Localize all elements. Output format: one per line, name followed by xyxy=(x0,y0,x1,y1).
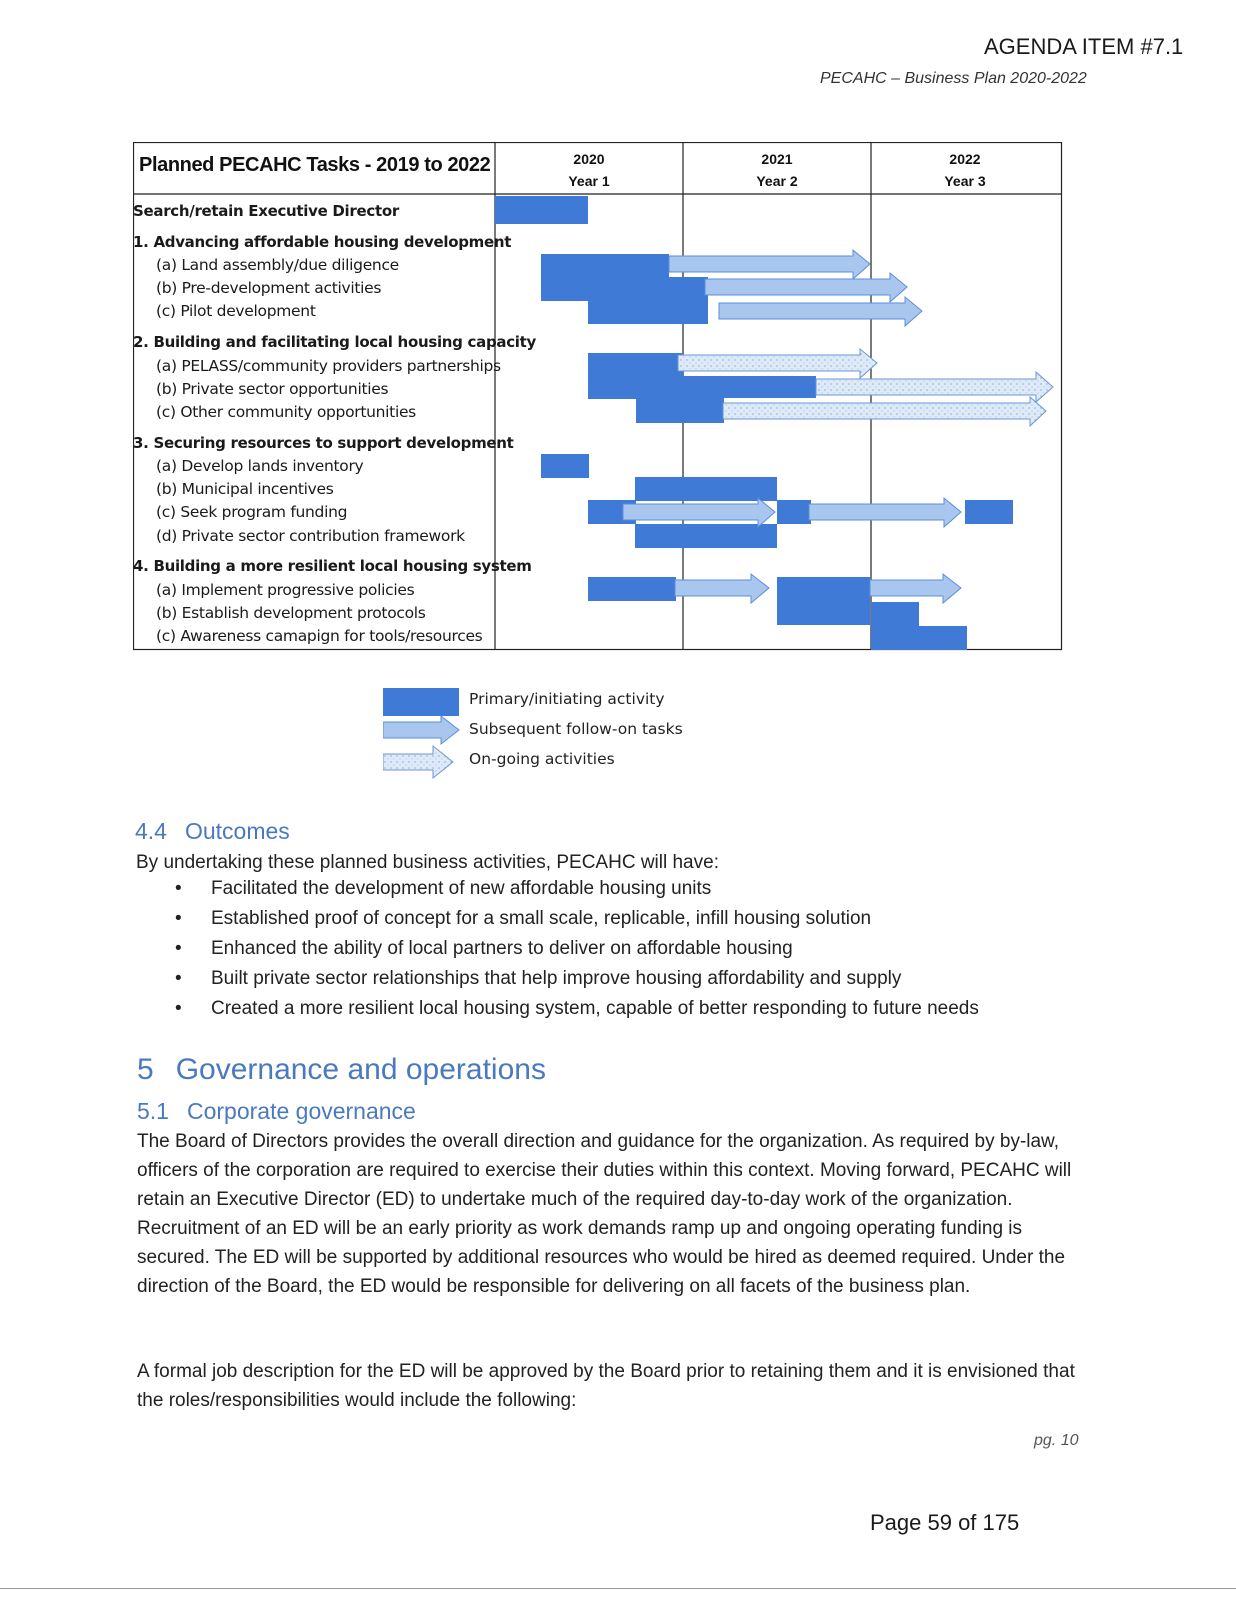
list-item: • Established proof of concept for a small scale, replicable, infill housing solution xyxy=(175,908,979,938)
section-heading-4-4 xyxy=(135,818,290,845)
bar-search-ed xyxy=(495,196,588,224)
task-label: 4. Building a more resilient local housing system xyxy=(133,557,532,575)
task-label: (c) Pilot development xyxy=(156,302,316,320)
section-title: Corporate governance xyxy=(186,1098,416,1124)
bottom-rule xyxy=(0,1588,1236,1589)
year2-number: 2021 xyxy=(761,151,793,167)
section-number: 5.1 xyxy=(137,1098,169,1124)
bar-3c-2021-primary xyxy=(777,500,811,524)
task-label: (b) Pre-development activities xyxy=(156,279,382,297)
section-title: Governance and operations xyxy=(175,1053,546,1086)
section-number: 4.4 xyxy=(135,818,167,844)
year3-number: 2022 xyxy=(949,151,981,167)
year2-header xyxy=(682,148,872,192)
legend-follow-on-swatch xyxy=(383,716,459,744)
task-label: (a) Implement progressive policies xyxy=(156,581,415,599)
list-item: • Enhanced the ability of local partners to deliver on affordable housing xyxy=(175,938,979,968)
bar-1c-primary xyxy=(588,301,708,323)
section-title: Outcomes xyxy=(184,818,290,844)
task-label: (c) Seek program funding xyxy=(156,503,348,521)
section-heading-5-1 xyxy=(137,1098,416,1125)
agenda-item-header: AGENDA ITEM #7.1 xyxy=(984,34,1184,59)
legend-swatches xyxy=(383,688,469,784)
task-label: (a) PELASS/community providers partnerships xyxy=(156,357,501,375)
section-heading-5 xyxy=(137,1053,546,1087)
task-label: (a) Land assembly/due diligence xyxy=(156,256,399,274)
year1-label: Year 1 xyxy=(568,173,610,189)
task-label: (b) Private sector opportunities xyxy=(156,380,389,398)
task-label: (d) Private sector contribution framework xyxy=(156,527,465,545)
legend-ongoing-swatch xyxy=(383,746,453,778)
year3-label: Year 3 xyxy=(944,173,986,189)
legend-primary-label: Primary/initiating activity xyxy=(469,690,665,708)
arrow-2b-ongoing xyxy=(816,372,1053,402)
list-item: • Built private sector relationships that help improve housing affordability and supply xyxy=(175,968,979,998)
year1-number: 2020 xyxy=(573,151,605,167)
bar-4b-primary xyxy=(777,577,870,625)
section-number: 5 xyxy=(137,1053,154,1086)
year3-header xyxy=(870,148,1060,192)
bar-4c-primary-b xyxy=(919,626,967,650)
outcomes-list xyxy=(175,878,979,1028)
job-description-paragraph: A formal job description for the ED will be approved by the Board prior to retaining them and it is envisioned that the roles/responsibilities would include the following: xyxy=(137,1361,1075,1411)
task-label: (b) Establish development protocols xyxy=(156,604,426,622)
arrow-3c-b xyxy=(809,498,961,527)
bar-4a-primary xyxy=(588,577,676,601)
arrow-2a-ongoing xyxy=(678,349,877,378)
bar-3d-primary xyxy=(635,524,777,548)
arrow-1b xyxy=(705,273,907,302)
task-label: (a) Develop lands inventory xyxy=(156,457,364,475)
bar-4c-primary-a xyxy=(871,602,919,650)
legend-ongoing-label: On-going activities xyxy=(469,750,615,768)
task-label: (b) Municipal incentives xyxy=(156,480,334,498)
bar-3b-primary xyxy=(635,477,777,501)
task-label: 3. Securing resources to support development xyxy=(133,434,514,452)
bar-3c-2022-primary xyxy=(965,500,1013,524)
task-label: 2. Building and facilitating local housing capacity xyxy=(133,333,536,351)
bar-2c-primary xyxy=(636,398,724,423)
governance-paragraph: The Board of Directors provides the overall direction and guidance for the organization. As required by by-law, officers of the corporation are required to exercise their duties within this context. Moving forward, PECAHC will retain an Executive Director (ED) to undertake much of the required day-to-day work of the organization. Recruitment of an ED will be an early priority as work demands ramp up and ongoing operating funding is secured. The ED will be supported by additional resources who would be hired as deemed required. Under the direction of the Board, the ED would be responsible for delivering on all facets of the business plan. xyxy=(137,1131,1072,1297)
task-label: (c) Other community opportunities xyxy=(156,403,416,421)
gantt-legend xyxy=(383,688,713,784)
arrow-1c xyxy=(719,297,922,326)
agenda-page-counter: Page 59 of 175 xyxy=(870,1510,1020,1535)
arrow-4b xyxy=(870,574,961,603)
bar-3a-primary xyxy=(541,454,589,478)
gantt-title: Planned PECAHC Tasks - 2019 to 2022 xyxy=(139,154,491,176)
business-plan-subtitle: PECAHC – Business Plan 2020-2022 xyxy=(820,70,1087,87)
document-page-number: pg. 10 xyxy=(1034,1432,1079,1449)
arrow-2c-ongoing xyxy=(723,397,1046,426)
task-label: (c) Awareness camapign for tools/resources xyxy=(156,627,483,645)
legend-follow-on-label: Subsequent follow-on tasks xyxy=(469,720,683,738)
task-label: 1. Advancing affordable housing development xyxy=(133,233,512,251)
arrow-4a xyxy=(675,574,769,603)
year1-header xyxy=(494,148,684,192)
arrow-3c-a xyxy=(623,498,775,527)
year2-label: Year 2 xyxy=(756,173,798,189)
outcomes-intro: By undertaking these planned business activities, PECAHC will have: xyxy=(136,852,719,873)
arrow-1a xyxy=(669,250,870,279)
legend-primary-swatch xyxy=(383,688,459,716)
gantt-table xyxy=(133,142,1082,662)
task-label: Search/retain Executive Director xyxy=(133,202,399,220)
list-item: • Facilitated the development of new affordable housing units xyxy=(175,878,979,908)
bar-2b-primary xyxy=(636,376,816,398)
list-item: • Created a more resilient local housing system, capable of better responding to future needs xyxy=(175,998,979,1028)
